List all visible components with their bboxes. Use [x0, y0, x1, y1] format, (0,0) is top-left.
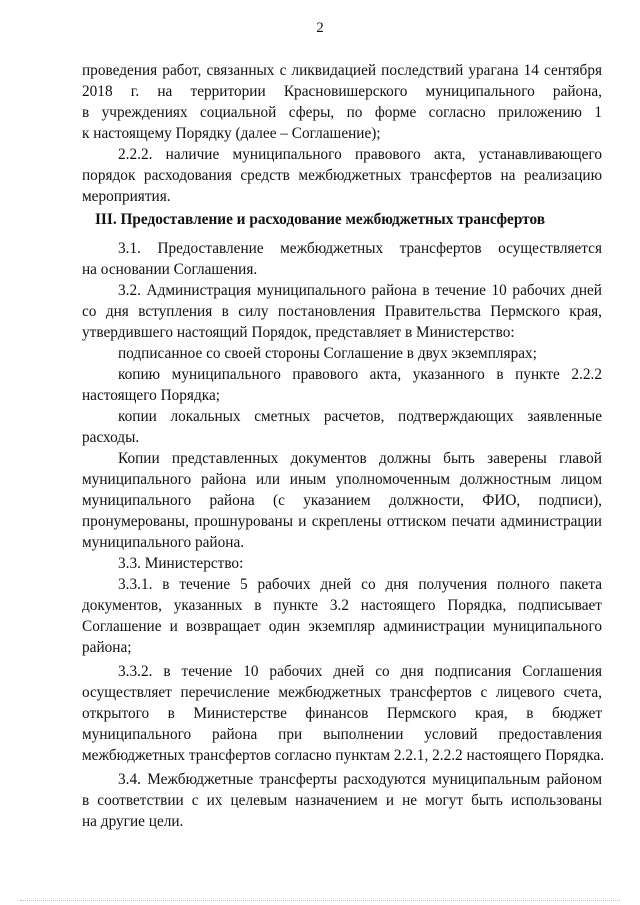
paragraph-line: пронумерованы, прошнурованы и скреплены оттиском печати администрации [82, 513, 602, 530]
paragraph-line: на основании Соглашения. [82, 261, 258, 278]
scan-edge-divider [20, 900, 620, 902]
paragraph-line: 3.4. Межбюджетные трансферты расходуются муниципальным районом [118, 771, 602, 788]
list-item: подписанное со своей стороны Соглашение в двух экземплярах; [118, 345, 537, 362]
paragraph-line: 3.2. Администрация муниципального района в течение 10 рабочих дней [118, 282, 602, 299]
paragraph-line: 3.3.2. в течение 10 рабочих дней со дня подписания Соглашения [118, 663, 602, 680]
paragraph-line: 2.2.2. наличие муниципального правового акта, устанавливающего [118, 146, 602, 163]
paragraph-line: со дня вступления в силу постановления Правительства Пермского края, [82, 303, 602, 320]
paragraph-line: в соответствии с их целевым назначением и не могут быть использованы [82, 792, 602, 809]
paragraph-line: осуществляет перечисление межбюджетных трансфертов с лицевого счета, [82, 684, 602, 701]
paragraph-line: на другие цели. [82, 813, 184, 830]
paragraph-line: 2018 г. на территории Красновишерского муниципального района, [82, 83, 602, 100]
paragraph-line: муниципального района при выполнении условий предоставления [82, 726, 602, 743]
list-item: расходы. [82, 429, 140, 446]
paragraph-line: порядок расходования средств межбюджетных трансфертов на реализацию [82, 167, 602, 184]
paragraph-line: 3.3. Министерство: [118, 555, 244, 572]
paragraph-line: 3.3.1. в течение 5 рабочих дней со дня получения полного пакета [118, 576, 602, 593]
paragraph-line: проведения работ, связанных с ликвидацией последствий урагана 14 сентября [82, 62, 602, 79]
paragraph-line: утвердившего настоящий Порядок, представляет в Министерство: [82, 324, 515, 341]
paragraph-line: Копии представленных документов должны быть заверены главой [118, 450, 602, 467]
paragraph-line: Соглашение и возвращает один экземпляр администрации муниципального [82, 618, 602, 635]
paragraph-line: муниципального района или иным уполномоченным должностным лицом [82, 471, 602, 488]
page-number: 2 [316, 20, 324, 36]
paragraph-line: открытого в Министерстве финансов Пермского края, в бюджет [82, 705, 602, 722]
paragraph-line: межбюджетных трансфертов согласно пунктам 2.2.1, 2.2.2 настоящего Порядка. [82, 747, 605, 764]
paragraph-line: муниципального района. [82, 534, 245, 551]
paragraph-line: документов, указанных в пункте 3.2 настоящего Порядка, подписывает [82, 597, 602, 614]
paragraph-line: мероприятия. [82, 188, 171, 205]
list-item: настоящего Порядка; [82, 387, 220, 404]
list-item: копию муниципального правового акта, указанного в пункте 2.2.2 [118, 366, 602, 383]
paragraph-line: района; [82, 639, 132, 656]
list-item: копии локальных сметных расчетов, подтверждающих заявленные [118, 408, 602, 425]
paragraph-line: 3.1. Предоставление межбюджетных трансфертов осуществляется [118, 240, 602, 257]
paragraph-line: к настоящему Порядку (далее – Соглашение); [82, 125, 381, 142]
paragraph-line: в учреждениях социальной сферы, по форме согласно приложению 1 [82, 104, 602, 121]
section-heading: III. Предоставление и расходование межбюджетных трансфертов [94, 211, 545, 228]
paragraph-line: муниципального района (с указанием должности, ФИО, подписи), [82, 492, 602, 509]
